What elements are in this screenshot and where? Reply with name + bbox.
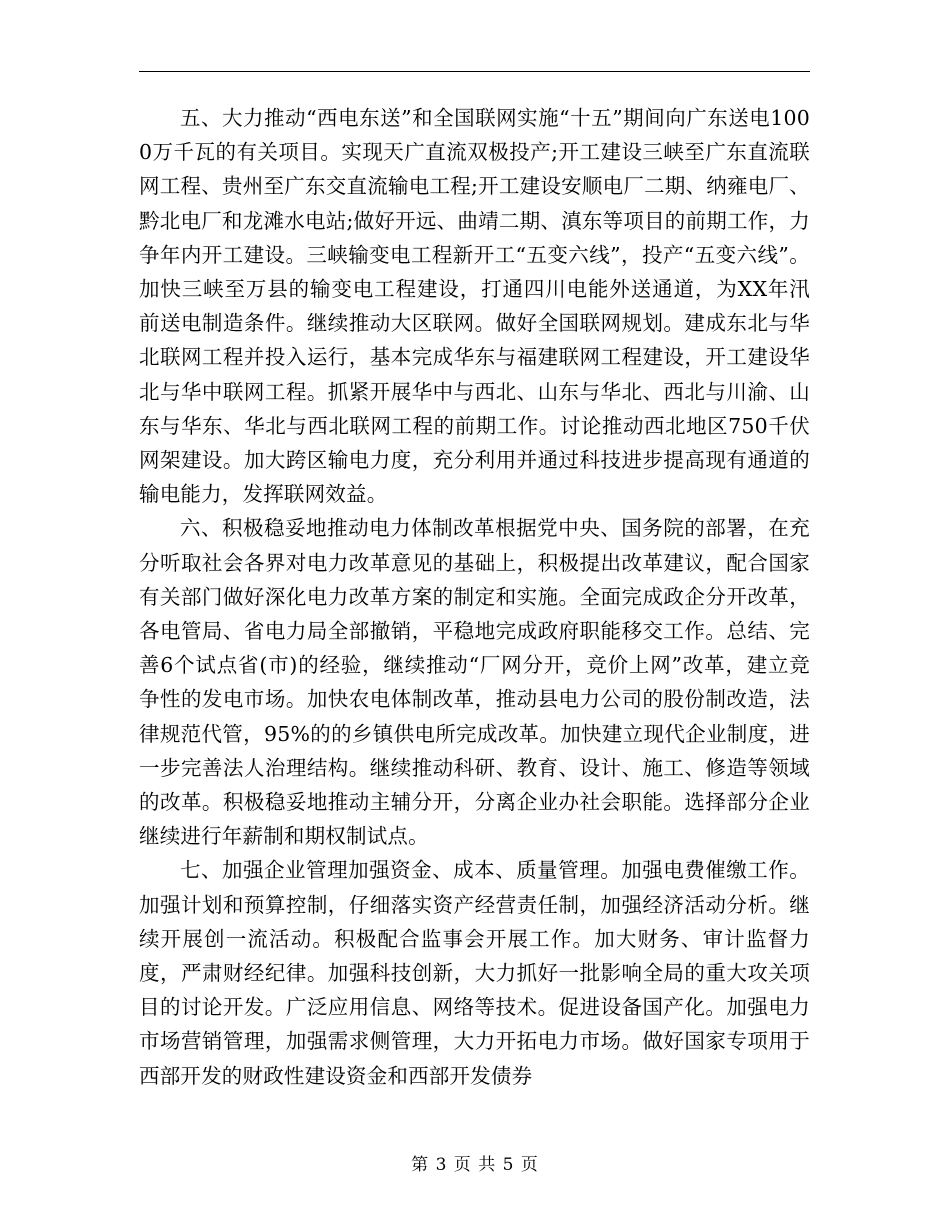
paragraph-6-system-reform: 六、积极稳妥地推动电力体制改革根据党中央、国务院的部署，在充分听取社会各界对电力改革意见的基础上，积极提出改革建议，配合国家有关部门做好深化电力改革方案的制定和实施。全面完成政企分开改革，各电管局、省电力局全部撤销，平稳地完成政府职能移交工作。总结、完善6个试点省(市)的经验，继续推动“厂网分开，竞价上网”改革，建立竞争性的发电市场。加快农电体制改革，推动县电力公司的股份制改造，法律规范代管，95%的的乡镇供电所完成改革。加快建立现代企业制度，进一步完善法人治理结构。继续推动科研、教育、设计、施工、修造等领域的改革。积极稳妥地推动主辅分开，分离企业办社会职能。选择部分企业继续进行年薪制和期权制试点。 [139, 516, 810, 849]
paragraph-5-power-transmission: 五、大力推动“西电东送”和全国联网实施“十五”期间向广东送电1000万千瓦的有关项目。实现天广直流双极投产;开工建设三峡至广东直流联网工程、贵州至广东交直流输电工程;开工建设安顺电厂二期、纳雍电厂、黔北电厂和龙滩水电站;做好开远、曲靖二期、滇东等项目的前期工作，力争年内开工建设。三峡输变电工程新开工“五变六线”，投产“五变六线”。加快三峡至万县的输变电工程建设，打通四川电能外送通道，为XX年汛前送电制造条件。继续推动大区联网。做好全国联网规划。建成东北与华北联网工程并投入运行，基本完成华东与福建联网工程建设，开工建设华北与华中联网工程。抓紧开展华中与西北、山东与华北、西北与川渝、山东与华东、华北与西北联网工程的前期工作。讨论推动西北地区750千伏网架建设。加大跨区输电力度，充分利用并通过科技进步提高现有通道的输电能力，发挥联网效益。 [139, 106, 810, 507]
paragraph-7-enterprise-management: 七、加强企业管理加强资金、成本、质量管理。加强电费催缴工作。加强计划和预算控制，仔细落实资产经营责任制，加强经济活动分析。继续开展创一流活动。积极配合监事会开展工作。加大财务、审计监督力度，严肃财经纪律。加强科技创新，大力抓好一批影响全局的重大攻关项目的讨论开发。广泛应用信息、网络等技术。促进设备国产化。加强电力市场营销管理，加强需求侧管理，大力开拓电力市场。做好国家专项用于西部开发的财政性建设资金和西部开发债券 [139, 858, 810, 1088]
header-rule [139, 71, 810, 72]
document-body [139, 101, 810, 1093]
page-number-footer: 第 3 页 共 5 页 [411, 1155, 539, 1175]
